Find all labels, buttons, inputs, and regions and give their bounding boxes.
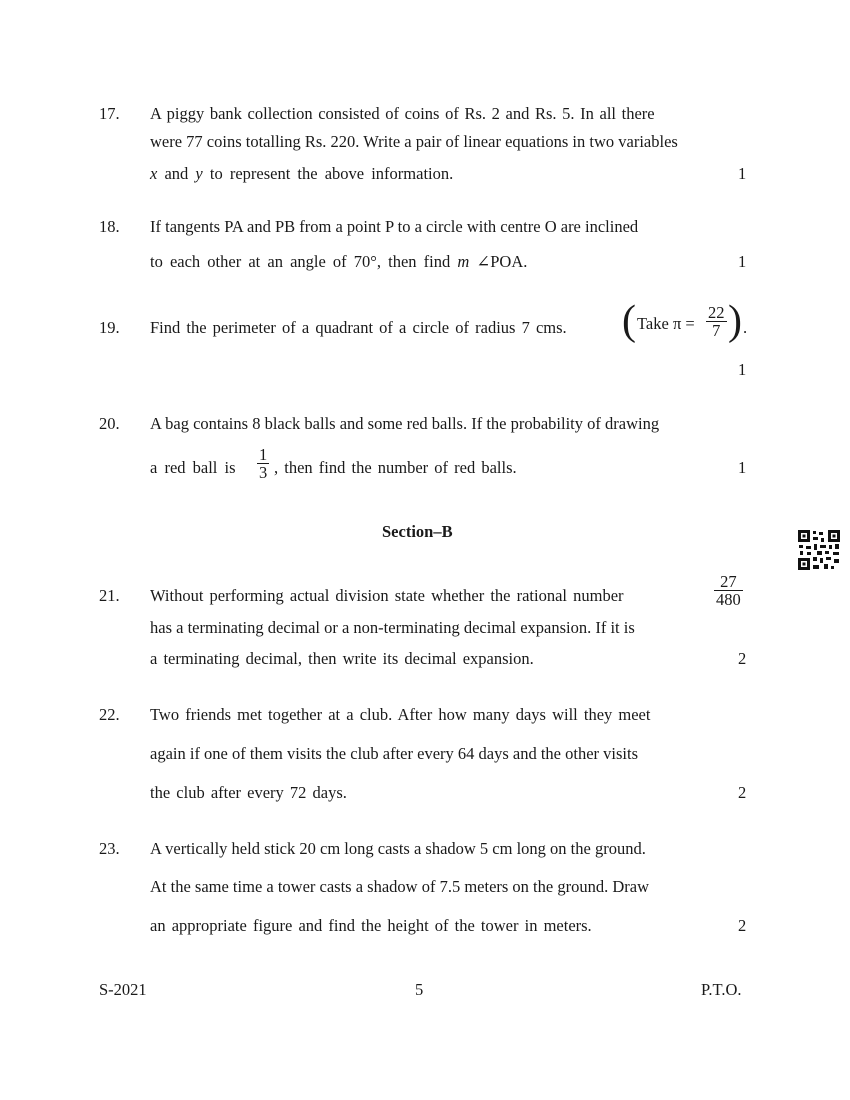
fraction-27-480	[714, 573, 743, 609]
section-heading: Section–B	[382, 522, 453, 541]
question-text-line: were 77 coins totalling Rs. 220. Write a pair of linear equations in two variables	[150, 132, 678, 151]
right-paren: )	[728, 298, 742, 344]
question-text-line: If tangents PA and PB from a point P to a circle with centre O are inclined	[150, 217, 639, 236]
question-text-line: At the same time a tower casts a shadow of 7.5 meters on the ground. Draw	[150, 877, 649, 896]
fraction-1-3	[257, 446, 269, 482]
question-text-line: a red ball is	[150, 458, 236, 477]
question-text: to each other at an angle of 70°, then find	[150, 252, 451, 271]
question-number: 18.	[99, 217, 120, 236]
question-number: 17.	[99, 104, 120, 123]
question-text-line	[150, 252, 527, 272]
qr-code-icon	[798, 530, 840, 570]
marks: 2	[738, 783, 747, 802]
question-text-line: A piggy bank collection consisted of coins of Rs. 2 and Rs. 5. In all there	[150, 104, 655, 123]
fraction-numerator: 1	[259, 445, 268, 464]
period: .	[743, 318, 748, 337]
marks: 1	[738, 458, 747, 477]
question-text: to represent the above information.	[209, 164, 454, 183]
question-text-line: Without performing actual division state whether the rational number	[150, 586, 624, 605]
paper-code: S-2021	[99, 980, 147, 999]
pto-label: P.T.O.	[701, 980, 742, 999]
question-text-line: a terminating decimal, then write its decimal expansion.	[150, 649, 534, 668]
question-text-line: A bag contains 8 black balls and some red balls. If the probability of drawing	[150, 414, 660, 433]
fraction-numerator: 27	[714, 573, 743, 591]
variable-x: x	[150, 164, 158, 183]
question-number: 20.	[99, 414, 120, 433]
angle-POA: ∠POA.	[476, 252, 528, 271]
fraction-denominator: 3	[259, 463, 268, 483]
left-paren: (	[622, 298, 636, 344]
marks: 2	[738, 916, 747, 935]
question-text: , then find the number of red balls.	[274, 458, 517, 477]
question-text-line: the club after every 72 days.	[150, 783, 347, 802]
fraction-numerator: 22	[708, 303, 725, 322]
question-number: 22.	[99, 705, 120, 724]
variable-y: y	[195, 164, 203, 183]
question-number: 21.	[99, 586, 120, 605]
fraction-denominator: 7	[712, 321, 721, 341]
measure-m: m	[457, 252, 470, 271]
fraction-22-7	[706, 304, 727, 340]
question-text-line: A vertically held stick 20 cm long casts a shadow 5 cm long on the ground.	[150, 839, 646, 858]
question-number: 23.	[99, 839, 120, 858]
question-number: 19.	[99, 318, 120, 337]
question-text-line: again if one of them visits the club after every 64 days and the other visits	[150, 744, 638, 763]
question-text-line: has a terminating decimal or a non-terminating decimal expansion. If it is	[150, 618, 635, 637]
page-number: 5	[415, 980, 424, 999]
and-text: and	[164, 164, 189, 183]
question-text-line: Two friends met together at a club. After how many days will they meet	[150, 705, 651, 724]
marks: 1	[738, 360, 747, 379]
take-pi-text: Take π =	[637, 314, 695, 333]
question-text-line: an appropriate figure and find the height of the tower in meters.	[150, 916, 592, 935]
question-text-line: Find the perimeter of a quadrant of a circle of radius 7 cms.	[150, 318, 567, 337]
fraction-denominator: 480	[716, 590, 741, 610]
question-text-line	[150, 164, 453, 184]
marks: 1	[738, 252, 747, 271]
marks: 1	[738, 164, 747, 183]
marks: 2	[738, 649, 747, 668]
